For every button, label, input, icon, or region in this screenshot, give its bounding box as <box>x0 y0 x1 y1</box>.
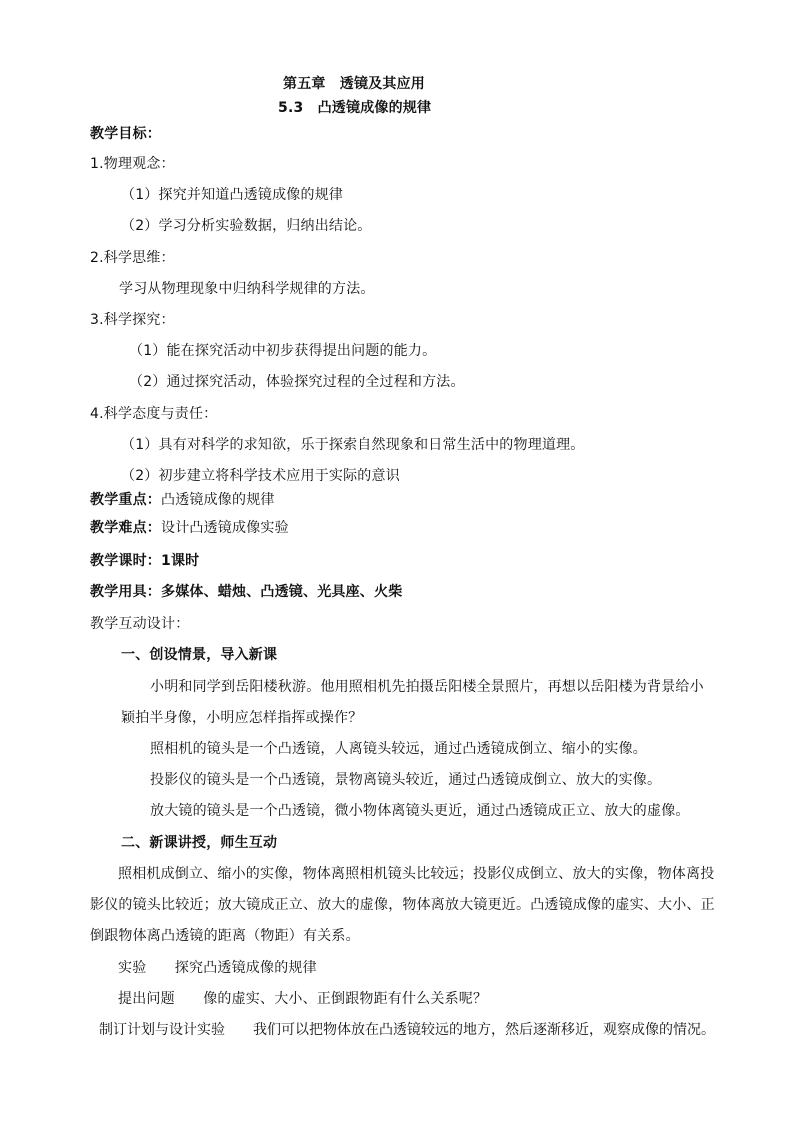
difficulty-point <box>90 518 289 538</box>
camera-paragraph: 照相机的镜头是一个凸透镜，人离镜头较远，通过凸透镜成倒立、缩小的实像。 <box>150 741 647 757</box>
section-1-heading: 一、创设情景，导入新课 <box>121 647 278 663</box>
projector-paragraph: 投影仪的镜头是一个凸透镜，景物离镜头较近，通过凸透镜成倒立、放大的实像。 <box>150 772 662 788</box>
goal-1-item-2: （2）学习分析实验数据，归纳出结论。 <box>121 218 372 234</box>
experiment-title: 实验 探究凸透镜成像的规律 <box>118 960 317 976</box>
scenario-line-2: 颖拍半身像，小明应怎样指挥或操作？ <box>121 710 363 726</box>
goals-heading: 教学目标： <box>90 126 161 142</box>
scenario-line-1: 小明和同学到岳阳楼秋游。他用照相机先拍摄岳阳楼全景照片，再想以岳阳楼为背景给小 <box>150 679 704 695</box>
goal-4-item-1: （1）具有对科学的求知欲，乐于探索自然现象和日常生活中的物理道理。 <box>121 437 585 453</box>
plan-line: 制订计划与设计实验 我们可以把物体放在凸透镜较远的地方，然后逐渐移近，观察成像的情况。 <box>99 1022 715 1038</box>
goal-4-item-2: （2）初步建立将科学技术应用于实际的意识 <box>121 468 400 484</box>
lecture-line-1: 照相机成倒立、缩小的实像，物体离照相机镜头比较远；投影仪成倒立、放大的实像，物体离投 <box>118 866 715 882</box>
goal-1-item-1: （1）探究并知道凸透镜成像的规律 <box>121 187 344 203</box>
difficulty-text: 设计凸透镜成像实验 <box>161 520 289 536</box>
goal-3-heading: 3.科学探究： <box>90 312 175 328</box>
lecture-line-2: 影仪的镜头比较近；放大镜成正立、放大的虚像，物体离放大镜更近。凸透镜成像的虚实、大小、正 <box>90 897 715 913</box>
design-heading: 教学互动设计： <box>90 616 190 632</box>
chapter-title: 第五章 透镜及其应用 <box>283 76 425 92</box>
question-line: 提出问题 像的虚实、大小、正倒跟物距有什么关系呢？ <box>118 991 488 1007</box>
magnifier-paragraph: 放大镜的镜头是一个凸透镜，微小物体离镜头更近，通过凸透镜成正立、放大的虚像。 <box>150 803 690 819</box>
section-2-heading: 二、新课讲授，师生互动 <box>121 835 278 851</box>
lesson-time: 教学课时：1课时 <box>90 553 200 569</box>
key-point-label: 教学重点： <box>90 492 161 508</box>
goal-3-item-1: （1）能在探究活动中初步获得提出问题的能力。 <box>129 343 437 359</box>
key-point-text: 凸透镜成像的规律 <box>161 492 275 508</box>
key-point <box>90 490 275 510</box>
difficulty-label: 教学难点： <box>90 520 161 536</box>
goal-4-heading: 4.科学态度与责任： <box>90 406 218 422</box>
goal-3-item-2: （2）通过探究活动，体验探究过程的全过程和方法。 <box>129 374 465 390</box>
goal-1-heading: 1.物理观念： <box>90 156 175 172</box>
goal-2-heading: 2.科学思维： <box>90 250 175 266</box>
teaching-tools: 教学用具：多媒体、蜡烛、凸透镜、光具座、火柴 <box>90 584 403 600</box>
goal-2-item-1: 学习从物理现象中归纳科学规律的方法。 <box>119 281 375 297</box>
lecture-line-3: 倒跟物体离凸透镜的距离（物距）有关系。 <box>90 928 360 944</box>
section-title: 5.3 凸透镜成像的规律 <box>278 100 432 116</box>
